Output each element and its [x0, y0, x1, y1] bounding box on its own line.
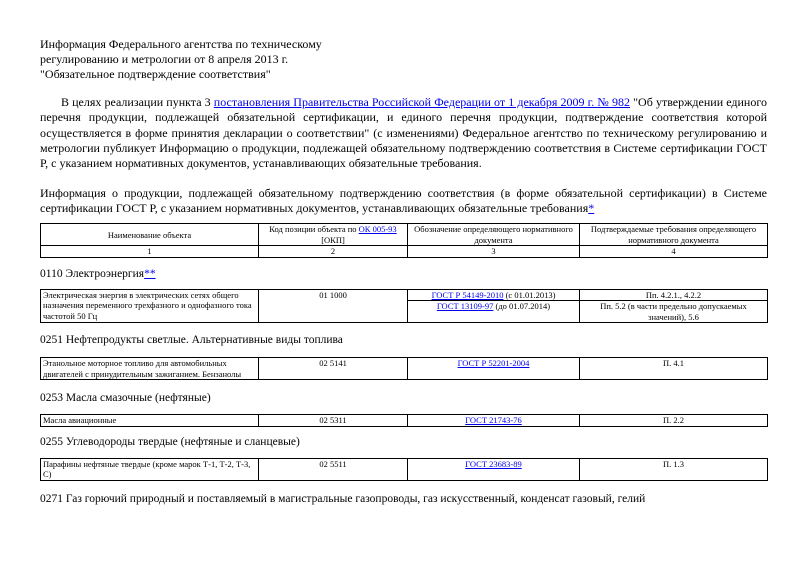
doc-cell — [408, 415, 580, 427]
requirements: Пп. 5.2 (в части предельно допускаемых значений), 5.6 — [580, 301, 768, 323]
requirements: Пп. 4.2.1., 4.2.2 — [580, 289, 768, 301]
resolution-link[interactable]: постановления Правительства Российской Федерации от 1 декабря 2009 г. № 982 — [213, 95, 631, 109]
table-heading — [40, 186, 767, 216]
doc-cell — [408, 458, 580, 480]
section-title-text: 0110 Электроэнергия — [40, 267, 145, 280]
header-num-3: 3 — [408, 246, 580, 258]
section-table — [40, 458, 768, 481]
object-name: Масла авиационные — [41, 415, 259, 427]
header-col-req: Подтверждаемые требования определяющего нормативного документа — [580, 224, 768, 246]
intro-text-start: В целях реализации пункта 3 — [61, 95, 214, 109]
doc-cell — [408, 289, 580, 301]
header-num-4: 4 — [580, 246, 768, 258]
gost-link[interactable]: ГОСТ Р 54149-2010 — [431, 289, 504, 300]
gost-link[interactable]: ГОСТ 13109-97 — [436, 301, 494, 312]
intro-paragraph — [40, 95, 767, 171]
header-col-doc: Обозначение определяющего нормативного документа — [408, 224, 580, 246]
ok-005-93-link[interactable]: ОК 005-93 — [358, 224, 397, 235]
header-line-2: регулированию и метрологии от 8 апреля 2013 г. — [40, 52, 289, 66]
section-table — [40, 414, 768, 427]
section-table — [40, 357, 768, 380]
section-title — [40, 267, 767, 281]
document-header — [40, 37, 767, 82]
section-title: 0271 Газ горючий природный и поставляемый в магистральные газопроводы, газ искусственный, конденсат газовый, гелий — [40, 492, 646, 505]
object-code: 02 5311 — [259, 415, 408, 427]
object-code: 02 5511 — [259, 458, 408, 480]
section-title: 0255 Углеводороды твердые (нефтяные и сланцевые) — [40, 435, 300, 448]
gost-link[interactable]: ГОСТ Р 52201-2004 — [457, 358, 530, 369]
doc-note: (до 01.07.2014) — [493, 301, 551, 312]
gost-link[interactable]: ГОСТ 23683-89 — [465, 458, 522, 469]
header-col-code — [259, 224, 408, 246]
header-line-1: Информация Федерального агентства по техническому — [40, 37, 322, 51]
requirements: П. 2.2 — [580, 415, 768, 427]
section-title: 0253 Масла смазочные (нефтяные) — [40, 392, 211, 405]
intro-text-rest: "Об утверждении единого перечня продукции, подлежащей обязательной сертификации, и единого перечня продукции, подтверждение соответствия которой осуществляется в форме принятия декларации о соответствии" (с изменениями) Федеральное агентство по техническому регулированию и метрологии публикует Информацию о продукции, подлежащей обязательному подтверждению соответствия в Системе сертификации ГОСТ Р, с указанием нормативных документов, устанавливающих обязательные требования. — [40, 95, 767, 171]
doc-cell — [408, 301, 580, 323]
header-col-code-text: Код позиции объекта по — [269, 224, 359, 235]
doc-cell — [408, 358, 580, 380]
object-code: 01 1000 — [259, 289, 408, 323]
footnote-link[interactable]: * — [588, 201, 595, 216]
header-num-2: 2 — [259, 246, 408, 258]
document-page — [40, 37, 767, 506]
object-name: Этанольное моторное топливо для автомобильных двигателей с принудительным зажиганием. Бензанолы — [41, 358, 259, 380]
object-code: 02 5141 — [259, 358, 408, 380]
requirements: П. 4.1 — [580, 358, 768, 380]
footnote-link[interactable]: ** — [144, 267, 156, 280]
table-heading-text: Информация о продукции, подлежащей обязательному подтверждению соответствия (в форме обязательной сертификации) в Системе сертификации ГОСТ Р, с указанием нормативных документов, устанавливающих обязательные требования — [40, 186, 767, 216]
object-name: Электрическая энергия в электрических сетях общего назначения переменного трехфазного и однофазного тока частотой 50 Гц — [41, 289, 259, 323]
section-title: 0251 Нефтепродукты светлые. Альтернативные виды топлива — [40, 334, 343, 347]
header-col-code-suffix: [ОКП] — [321, 234, 345, 245]
object-name: Парафины нефтяные твердые (кроме марок Т-1, Т-2, Т-3, С) — [41, 458, 259, 480]
header-line-3: "Обязательное подтверждение соответствия" — [40, 67, 271, 81]
doc-note: (с 01.01.2013) — [503, 289, 556, 300]
header-num-1: 1 — [41, 246, 259, 258]
gost-link[interactable]: ГОСТ 21743-76 — [465, 415, 522, 426]
section-table — [40, 289, 768, 324]
table-header — [40, 223, 768, 258]
header-col-name: Наименование объекта — [41, 224, 259, 246]
requirements: П. 1.3 — [580, 458, 768, 480]
